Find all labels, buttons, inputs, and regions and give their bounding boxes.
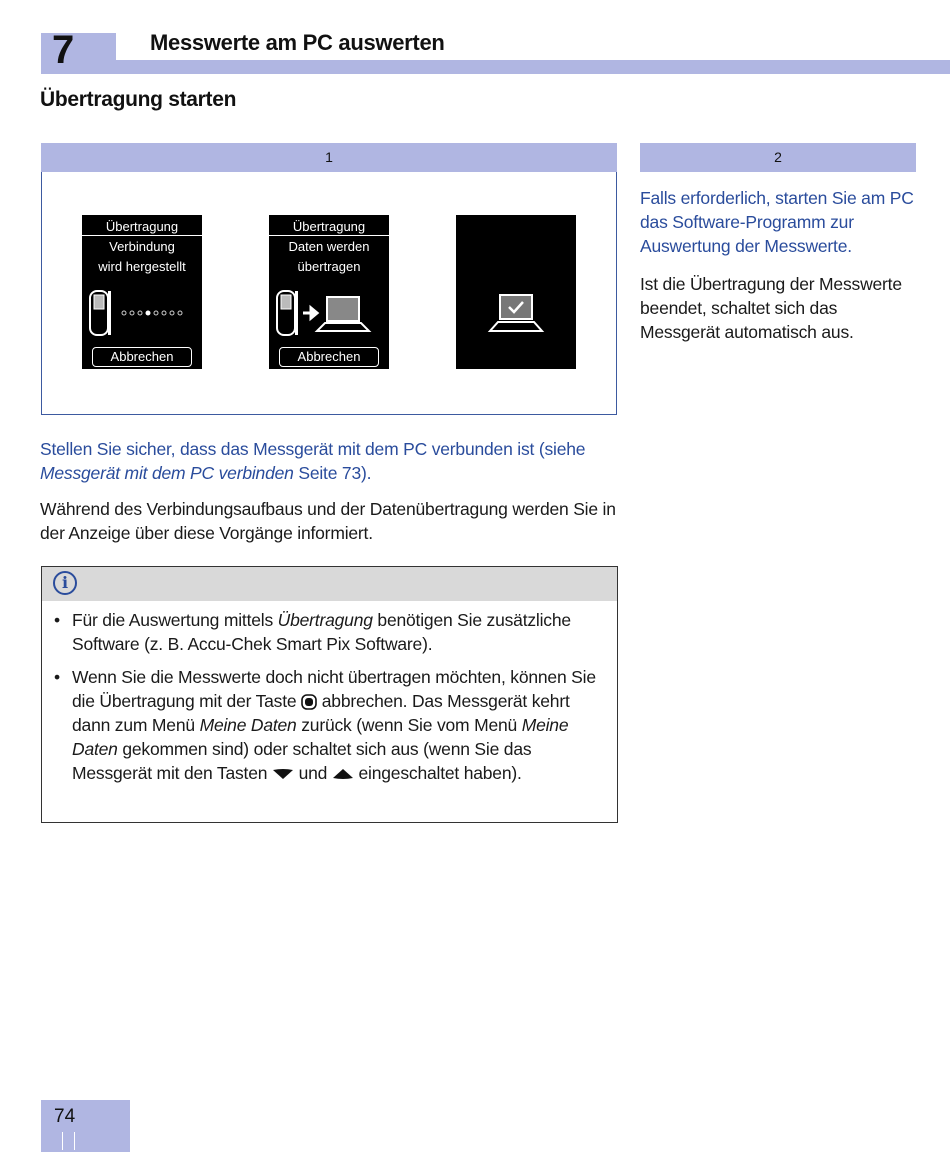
- screen-line: übertragen: [297, 259, 361, 274]
- note-list: [52, 608, 611, 794]
- note-header: [42, 567, 617, 601]
- meter-screen-connecting: [82, 215, 202, 369]
- meter-connecting-icon: [82, 285, 202, 345]
- transfer-info: Während des Verbindungsaufbaus und der Datenübertragung werden Sie in der Anzeige über diese Vorgänge informiert.: [40, 499, 616, 543]
- chapter-header-bar: [116, 60, 950, 74]
- cancel-button: Abbrechen: [279, 347, 379, 367]
- cancel-button: Abbrechen: [92, 347, 192, 367]
- screen-line: Verbindung: [109, 239, 175, 254]
- screen-line: Daten werden: [288, 239, 370, 254]
- cross-reference: Messgerät mit dem PC verbinden: [40, 463, 294, 483]
- note-item: • Wenn Sie die Messwerte doch nicht übertragen möchten, können Sie die Übertragung mit der Taste abbrechen. Das Messgerät kehrt dann zum Menü Meine Daten zurück (wenn Sie vom Menü Meine Daten gekommen sind) oder schaltet sich aus (wenn Sie das Messgerät mit den Tasten und eingeschaltet haben).: [52, 665, 611, 785]
- step-1-header: 1: [41, 143, 617, 172]
- chapter-title: Messwerte am PC auswerten: [150, 30, 445, 55]
- note-item: • Für die Auswertung mittels Übertragung benötigen Sie zusätzliche Software (z. B. Accu-Chek Smart Pix Software).: [52, 608, 611, 656]
- chapter-number: 7: [52, 28, 75, 72]
- screen-title: Übertragung: [82, 217, 202, 236]
- arrow-up-icon: [332, 768, 354, 780]
- screen-line: wird hergestellt: [98, 259, 186, 274]
- info-icon: i: [53, 571, 77, 595]
- page-rule: [74, 1132, 75, 1150]
- step-2-info: Ist die Übertragung der Messwerte beendet, schaltet sich das Messgerät automatisch aus.: [640, 274, 902, 342]
- page-number: 74: [54, 1106, 76, 1127]
- enter-button-icon: [301, 694, 317, 710]
- screen-title: Übertragung: [269, 217, 389, 236]
- note-box: [41, 566, 618, 823]
- meter-to-laptop-icon: [269, 285, 389, 345]
- connect-instruction: Stellen Sie sicher, dass das Messgerät mit dem PC verbunden ist (siehe Messgerät mit dem PC verbinden Seite 73).: [40, 439, 586, 483]
- meter-screen-done: [456, 215, 576, 369]
- meter-screen-transferring: [269, 215, 389, 369]
- arrow-down-icon: [272, 768, 294, 780]
- laptop-check-icon: [456, 285, 576, 345]
- section-title: Übertragung starten: [40, 88, 237, 111]
- page-rule: [62, 1132, 63, 1150]
- step-2-header: 2: [640, 143, 916, 172]
- step-2-instruction: Falls erforderlich, starten Sie am PC das Software-Programm zur Auswertung der Messwerte.: [640, 188, 914, 256]
